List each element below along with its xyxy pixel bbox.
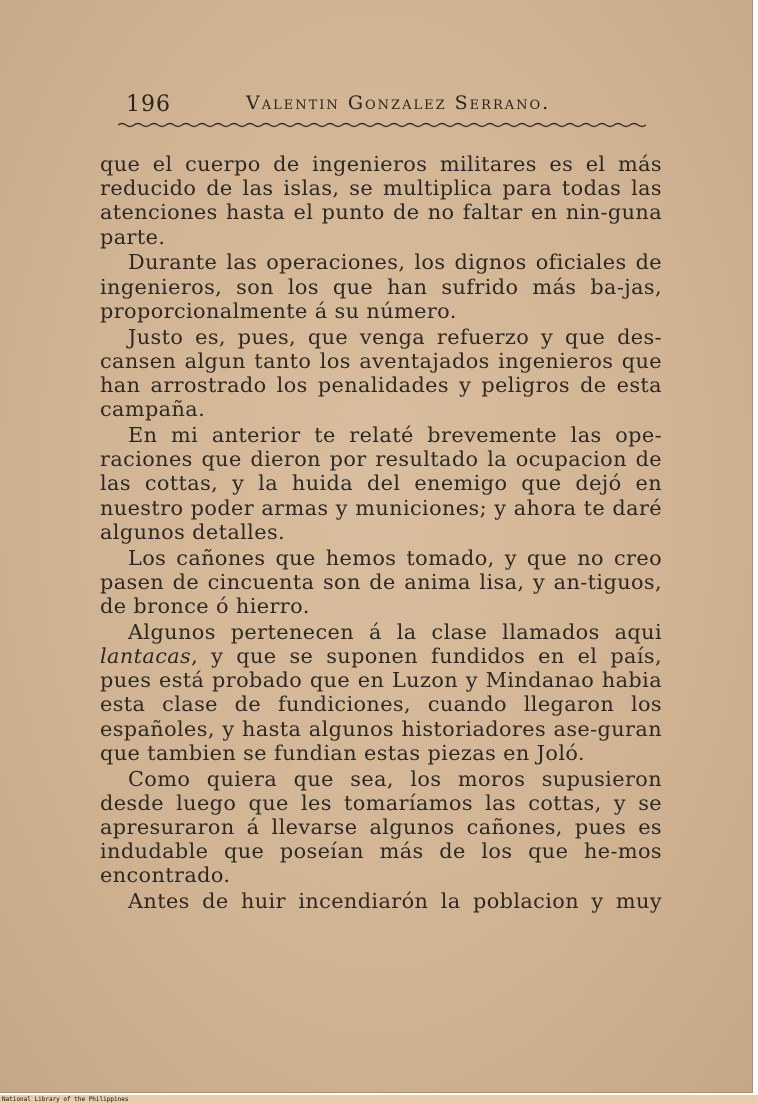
- paragraph: [100, 620, 662, 765]
- paragraph: Los cañones que hemos tomado, y que no creo pasen de cincuenta son de anima lisa, y an-tiguos, de bronce ó hierro.: [100, 545, 662, 619]
- body-text: [100, 152, 662, 915]
- paragraph: Justo es, pues, que venga refuerzo y que des-cansen algun tanto los aventajados ingenieros que han arrostrado los penalidades y peligros de esta campaña.: [100, 324, 662, 422]
- paragraph: Como quiera que sea, los moros supusieron desde luego que les tomaríamos las cottas, y se apresuraron á llevarse algunos cañones, pues es indudable que poseían más de los que he-mos encontrado.: [100, 766, 662, 888]
- ornamental-rule: [118, 122, 650, 128]
- library-credit: National Library of the Philippines: [2, 1096, 129, 1103]
- running-head: [126, 92, 636, 122]
- italic-term: lantacas: [100, 644, 192, 669]
- paragraph: que el cuerpo de ingenieros militares es el más reducido de las islas, se multiplica para todas las atenciones hasta el punto de no faltar en nin-guna parte.: [100, 152, 662, 249]
- paragraph-text: Algunos pertenecen á la clase llamados aqui: [128, 619, 662, 644]
- paragraph-text: , y que se suponen fundidos en el país, pues está probado que en Luzon y Mindanao habia esta clase de fundiciones, cuando llegaron los españoles, y hasta algunos historiadores ase-guran que tambien se fundian estas piezas en Joló.: [100, 644, 662, 765]
- paragraph: Durante las operaciones, los dignos oficiales de ingenieros, son los que han sufrido más ba-jas, proporcionalmente á su número.: [100, 250, 662, 323]
- page-number: 196: [126, 92, 171, 117]
- paragraph: Antes de huir incendiarón la poblacion y muy: [128, 889, 662, 914]
- author-heading: Valentin Gonzalez Serrano.: [246, 92, 551, 114]
- paragraph: En mi anterior te relaté brevemente las ope-raciones que dieron por resultado la ocupacion de las cottas, y la huida del enemigo que dejó en nuestro poder armas y municiones; y ahora te daré algunos detalles.: [100, 423, 662, 544]
